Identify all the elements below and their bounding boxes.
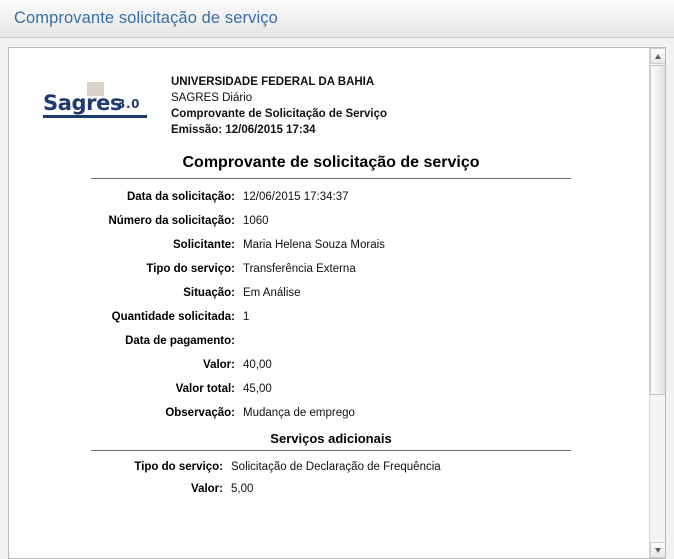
title-divider bbox=[91, 178, 571, 179]
field-row bbox=[43, 311, 619, 323]
field-label: Data da solicitação: bbox=[126, 191, 235, 203]
field-label: Data de pagamento: bbox=[125, 335, 235, 347]
field-row bbox=[43, 263, 619, 275]
chevron-down-icon bbox=[655, 548, 661, 553]
document-header bbox=[43, 70, 619, 138]
logo-underline bbox=[43, 115, 147, 118]
logo-brand-text: Sagres bbox=[43, 91, 123, 115]
field-row bbox=[43, 359, 619, 371]
vertical-scrollbar[interactable] bbox=[649, 48, 665, 558]
viewer-content-area bbox=[0, 39, 674, 559]
window-title: Comprovante solicitação de serviço bbox=[14, 9, 278, 27]
additional-service-label: Valor: bbox=[191, 483, 223, 495]
field-row bbox=[43, 335, 619, 347]
field-value: Maria Helena Souza Morais bbox=[243, 239, 385, 251]
field-label: Número da solicitação: bbox=[108, 215, 235, 227]
field-label: Situação: bbox=[183, 287, 235, 299]
additional-service-label: Tipo do serviço: bbox=[134, 461, 223, 473]
field-label: Solicitante: bbox=[173, 239, 235, 251]
document-frame bbox=[8, 47, 666, 559]
field-value: Transferência Externa bbox=[243, 263, 356, 275]
sagres-logo bbox=[43, 82, 149, 122]
field-row bbox=[43, 239, 619, 251]
field-label: Valor total: bbox=[175, 383, 235, 395]
field-value: 40,00 bbox=[243, 359, 272, 371]
field-value: 1 bbox=[243, 311, 250, 323]
chevron-up-icon bbox=[655, 54, 661, 59]
header-doc-type: Comprovante de Solicitação de Serviço bbox=[171, 108, 388, 120]
additional-service-row bbox=[43, 483, 619, 495]
scroll-up-button[interactable] bbox=[650, 48, 666, 64]
field-value: 1060 bbox=[243, 215, 269, 227]
field-row bbox=[43, 287, 619, 299]
document-page bbox=[9, 48, 649, 495]
additional-services-title: Serviços adicionais bbox=[270, 431, 392, 446]
field-label: Observação: bbox=[165, 407, 235, 419]
field-value: 12/06/2015 17:34:37 bbox=[243, 191, 349, 203]
additional-service-row bbox=[43, 461, 619, 473]
field-label: Valor: bbox=[203, 359, 235, 371]
logo-version-text: 3.0 bbox=[117, 97, 141, 111]
document-scroll-region[interactable] bbox=[9, 48, 649, 558]
field-row bbox=[43, 191, 619, 203]
field-label: Quantidade solicitada: bbox=[111, 311, 235, 323]
field-value: Mudança de emprego bbox=[243, 407, 355, 419]
scroll-down-button[interactable] bbox=[650, 542, 666, 558]
field-value: Em Análise bbox=[243, 287, 301, 299]
header-system: SAGRES Diário bbox=[171, 92, 253, 104]
document-title: Comprovante de solicitação de serviço bbox=[182, 154, 480, 171]
header-issued: Emissão: 12/06/2015 17:34 bbox=[171, 124, 316, 136]
additional-services-divider bbox=[91, 450, 571, 451]
header-text-block bbox=[155, 70, 387, 138]
field-row bbox=[43, 215, 619, 227]
additional-service-value: Solicitação de Declaração de Frequência bbox=[231, 461, 441, 473]
header-institution: UNIVERSIDADE FEDERAL DA BAHIA bbox=[171, 76, 375, 88]
field-row bbox=[43, 383, 619, 395]
fields-list bbox=[43, 191, 619, 419]
scrollbar-thumb[interactable] bbox=[650, 65, 666, 395]
logo-container bbox=[43, 70, 155, 122]
additional-service-value: 5,00 bbox=[231, 483, 254, 495]
window-titlebar bbox=[0, 0, 674, 38]
field-value: 45,00 bbox=[243, 383, 272, 395]
field-label: Tipo do serviço: bbox=[146, 263, 235, 275]
field-row bbox=[43, 407, 619, 419]
